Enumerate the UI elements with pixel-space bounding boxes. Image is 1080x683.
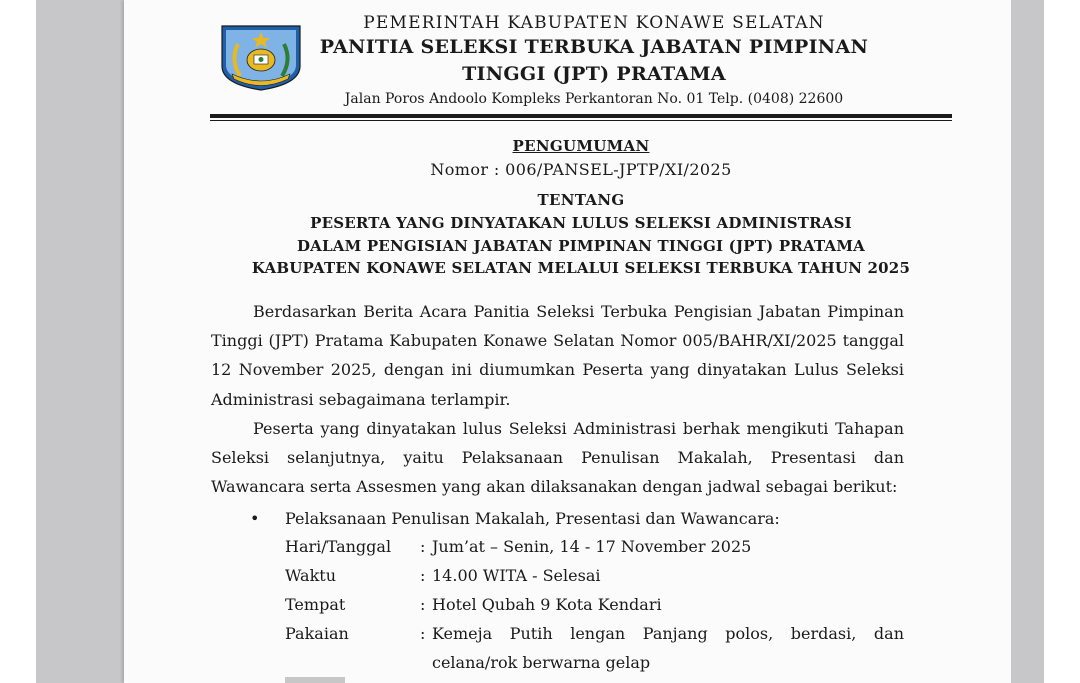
schedule-label: Tempat (285, 595, 346, 614)
schedule-value: Hotel Qubah 9 Kota Kendari (432, 595, 662, 614)
bullet-icon: • (250, 509, 260, 528)
body-paragraph-2: Peserta yang dinyatakan lulus Seleksi Administrasi berhak mengikuti Tahapan Seleksi selanjutnya, yaitu Pelaksanaan Penulisan Makalah, Presentasi dan Wawancara serta Assesmen yang akan dilaksanakan dengan jadwal sebagai berikut: (211, 419, 904, 497)
cropped-text-fragment (285, 677, 345, 683)
government-name: PEMERINTAH KABUPATEN KONAWE SELATAN (363, 13, 825, 33)
schedule-value: Jum’at – Senin, 14 - 17 November 2025 (432, 537, 752, 556)
letterhead-divider-thin (210, 120, 952, 121)
schedule-colon: : (420, 624, 426, 643)
body-paragraph-1: Berdasarkan Berita Acara Panitia Seleksi Terbuka Pengisian Jabatan Pimpinan Tinggi (JPT) Pratama Kabupaten Konawe Selatan Nomor 005/BAHR/XI/2025 tanggal 12 November 2025, dengan ini diumumkan Peserta yang dinyatakan Lulus Seleksi Administrasi sebagaimana terlampir. (211, 302, 904, 409)
schedule-colon: : (420, 595, 426, 614)
schedule-value: 14.00 WITA - Selesai (432, 566, 601, 585)
announcement-number: Nomor : 006/PANSEL-JPTP/XI/2025 (430, 160, 732, 179)
schedule-label: Pakaian (285, 624, 349, 643)
letterhead-address: Jalan Poros Andoolo Kompleks Perkantoran No. 01 Telp. (0408) 22600 (344, 91, 844, 107)
schedule-colon: : (420, 537, 426, 556)
committee-name-line2: TINGGI (JPT) PRATAMA (462, 63, 726, 85)
announcement-subject (210, 212, 952, 280)
document-page[interactable] (124, 0, 1011, 683)
viewer-background-left (36, 0, 124, 683)
screen-margin-right (1044, 0, 1080, 683)
subject-line: DALAM PENGISIAN JABATAN PIMPINAN TINGGI (JPT) PRATAMA (296, 236, 866, 255)
schedule-title: Pelaksanaan Penulisan Makalah, Presentasi dan Wawancara: (285, 509, 780, 528)
schedule-label: Waktu (285, 566, 337, 585)
letterhead-divider-thick (210, 114, 952, 118)
committee-name-line1: PANITIA SELEKSI TERBUKA JABATAN PIMPINAN (319, 36, 869, 58)
screen-margin-left (0, 0, 36, 683)
letterhead (314, 12, 874, 109)
subject-line: KABUPATEN KONAWE SELATAN MELALUI SELEKSI TERBUKA TAHUN 2025 (251, 259, 911, 277)
viewer-background-right (1011, 0, 1044, 683)
schedule-value: Kemeja Putih lengan Panjang polos, berdasi, dan celana/rok berwarna gelap (432, 624, 904, 672)
konawe-selatan-emblem-icon (216, 22, 306, 92)
schedule-colon: : (420, 566, 426, 585)
announcement-title: PENGUMUMAN (512, 137, 650, 155)
announcement-about: TENTANG (537, 191, 625, 209)
schedule-label: Hari/Tanggal (285, 537, 392, 556)
subject-line: PESERTA YANG DINYATAKAN LULUS SELEKSI ADMINISTRASI (310, 214, 852, 232)
